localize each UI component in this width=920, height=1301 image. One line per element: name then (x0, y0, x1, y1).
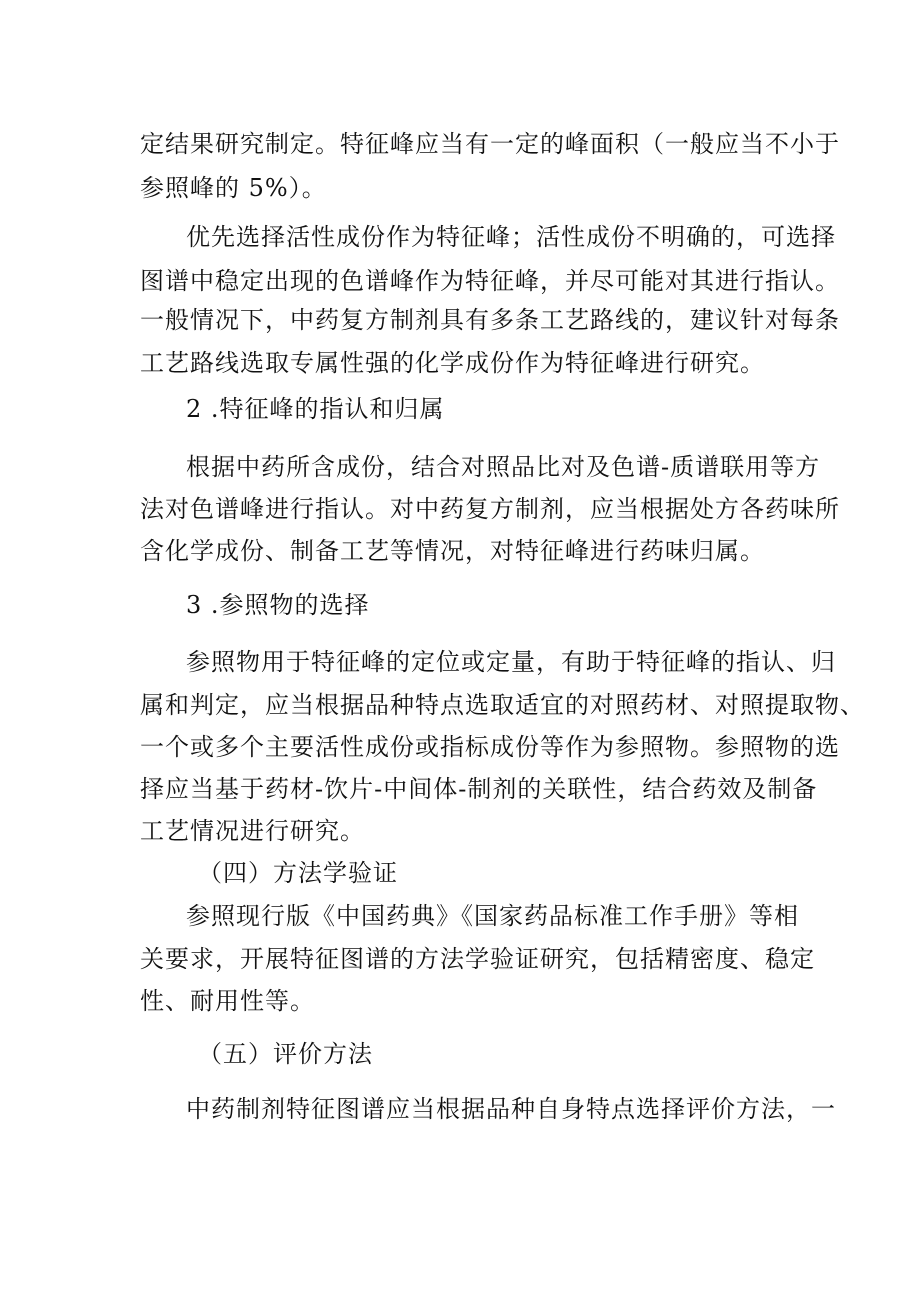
paragraph-line: 属和判定，应当根据品种特点选取适宜的对照药材、对照提取物、 (140, 691, 865, 719)
paragraph-line: 工艺路线选取专属性强的化学成份作为特征峰进行研究。 (140, 349, 765, 377)
paragraph-line: 关要求，开展特征图谱的方法学验证研究，包括精密度、稳定 (140, 945, 815, 973)
paragraph-line: 含化学成份、制备工艺等情况，对特征峰进行药味归属。 (140, 537, 765, 565)
paragraph-line: 图谱中稳定出现的色谱峰作为特征峰，并尽可能对其进行指认。 (140, 267, 840, 295)
paragraph-line: 一般情况下，中药复方制剂具有多条工艺路线的，建议针对每条 (140, 306, 840, 334)
paragraph-line: 参照物用于特征峰的定位或定量，有助于特征峰的指认、归 (186, 648, 836, 676)
paragraph-line: 一个或多个主要活性成份或指标成份等作为参照物。参照物的选 (140, 733, 840, 761)
paragraph-line: 中药制剂特征图谱应当根据品种自身特点选择评价方法，一 (186, 1095, 836, 1123)
section-heading: （四）方法学验证 (198, 859, 398, 887)
paragraph-line: 参照峰的 5%）。 (140, 174, 327, 202)
paragraph-line: 参照现行版《中国药典》《国家药品标准工作手册》等相 (186, 902, 799, 930)
paragraph-line: 定结果研究制定。特征峰应当有一定的峰面积（一般应当不小于 (140, 130, 840, 158)
paragraph-line: 性、耐用性等。 (140, 987, 315, 1015)
section-heading: （五）评价方法 (198, 1040, 373, 1068)
section-heading: 3 .参照物的选择 (186, 591, 370, 619)
paragraph-line: 择应当基于药材-饮片-中间体-制剂的关联性，结合药效及制备 (140, 775, 818, 803)
paragraph-line: 优先选择活性成份作为特征峰；活性成份不明确的，可选择 (186, 223, 836, 251)
paragraph-line: 工艺情况进行研究。 (140, 817, 365, 845)
paragraph-line: 根据中药所含成份，结合对照品比对及色谱-质谱联用等方 (186, 453, 821, 481)
section-heading: 2 .特征峰的指认和归属 (186, 395, 445, 423)
paragraph-line: 法对色谱峰进行指认。对中药复方制剂，应当根据处方各药味所 (140, 495, 840, 523)
